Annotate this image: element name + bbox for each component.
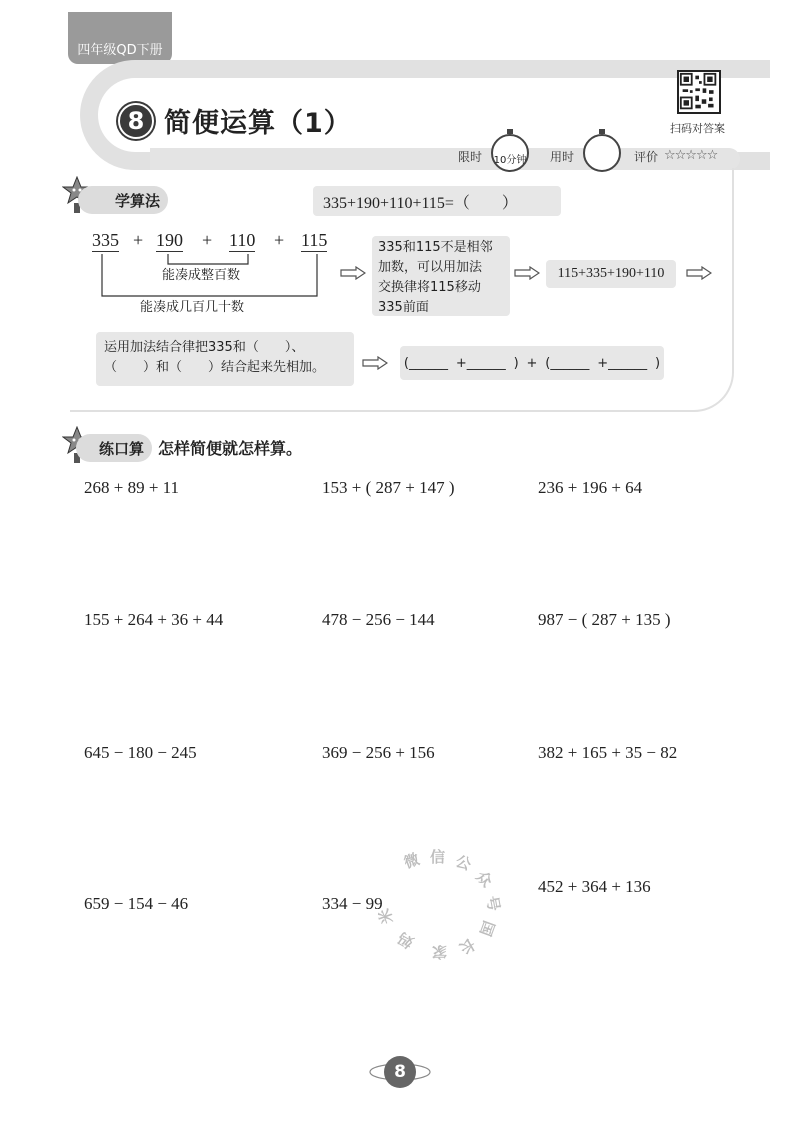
watermark-char: 长 — [456, 934, 479, 958]
page-number: 8 — [384, 1056, 416, 1088]
note-line: 运用加法结合律把335和（ ）、 — [104, 340, 305, 355]
answer-part: ) — [654, 355, 661, 371]
practice-problem[interactable]: 452 + 364 + 136 — [538, 877, 651, 896]
example-problem: 335+190+110+115=（ ） — [313, 186, 561, 216]
addend-2: 190 — [156, 230, 183, 250]
watermark-char: 妈 — [394, 928, 417, 952]
practice-problem[interactable]: 382 + 165 + 35 − 82 — [538, 743, 678, 762]
practice-problem[interactable]: 645 − 180 − 245 — [84, 743, 197, 762]
inner-bracket-label: 能凑成整百数 — [162, 268, 241, 283]
qr-code-icon[interactable] — [677, 70, 721, 114]
right-arrow-icon — [340, 266, 366, 280]
addend-4: 115 — [301, 230, 328, 250]
answer-part[interactable]: (______ — [403, 355, 448, 371]
watermark-char: 国 — [476, 918, 499, 939]
practice-problem[interactable]: 268 + 89 + 11 — [84, 478, 180, 497]
practice-problem[interactable]: 236 + 196 + 64 — [538, 478, 643, 497]
addend-3: 110 — [229, 230, 256, 250]
learn-method-badge: 学算法 — [78, 186, 168, 214]
time-limit-label: 限时 — [458, 150, 483, 164]
commutative-note-box — [372, 236, 510, 316]
lesson-title: 简便运算（1） — [164, 108, 352, 139]
practice-problem[interactable]: 987 − ( 287 + 135 ) — [538, 610, 671, 629]
watermark-char: 微 — [401, 849, 422, 872]
associative-note-box — [96, 332, 354, 386]
answer-part: ) — [513, 355, 519, 371]
practice-badge: 练口算 — [76, 434, 152, 462]
answer-part[interactable]: +______ — [455, 355, 506, 371]
plus-sign: + — [202, 230, 213, 250]
practice-problem[interactable]: 369 − 256 + 156 — [322, 743, 435, 762]
answer-part[interactable]: +______ — [597, 355, 648, 371]
addend-1: 335 — [92, 230, 119, 250]
outer-bracket-label: 能凑成几百几十数 — [140, 300, 245, 315]
practice-problem[interactable]: 334 − 99 — [322, 894, 383, 913]
answer-part: + — [526, 355, 538, 371]
watermark-char: 家 — [432, 943, 448, 961]
note-line: 335前面 — [378, 300, 429, 315]
rating-stars-icon[interactable]: ☆☆☆☆☆ — [664, 148, 718, 163]
plus-sign: + — [274, 230, 285, 250]
lesson-number-badge: 8 — [118, 103, 154, 139]
practice-problem[interactable]: 155 + 264 + 36 + 44 — [84, 610, 224, 629]
practice-problem[interactable]: 659 − 154 − 46 — [84, 894, 189, 913]
rating-label: 评价 — [634, 150, 659, 164]
watermark-char: 公 — [453, 851, 474, 874]
watermark-char: 米 — [374, 906, 398, 927]
note-line: 335和115不是相邻 — [378, 240, 493, 255]
practice-instruction: 怎样简便就怎样算。 — [158, 439, 303, 458]
note-line: 加数，可以用加法 — [378, 260, 483, 275]
right-arrow-icon — [514, 266, 540, 280]
answer-part[interactable]: (______ — [545, 355, 590, 371]
watermark-char: 众 — [472, 867, 496, 891]
rearranged-expression: 115+335+190+110 — [546, 260, 676, 288]
time-limit-value: 10分钟 — [493, 155, 527, 166]
grade-tab: 四年级QD下册 — [68, 12, 172, 64]
right-arrow-icon — [362, 356, 388, 370]
right-arrow-icon — [686, 266, 712, 280]
answer-blank-row[interactable] — [400, 346, 664, 380]
time-used-label: 用时 — [550, 150, 575, 164]
watermark-char: 号 — [482, 894, 504, 913]
qr-caption: 扫码对答案 — [670, 122, 725, 135]
practice-problem[interactable]: 153 + ( 287 + 147 ) — [322, 478, 455, 497]
watermark-char: 信 — [430, 848, 446, 866]
note-line: 交换律将115移动 — [378, 280, 481, 295]
practice-problem[interactable]: 478 − 256 − 144 — [322, 610, 435, 629]
note-line: （ ）和（ ）结合起来先相加。 — [104, 360, 326, 375]
plus-sign: + — [133, 230, 144, 250]
